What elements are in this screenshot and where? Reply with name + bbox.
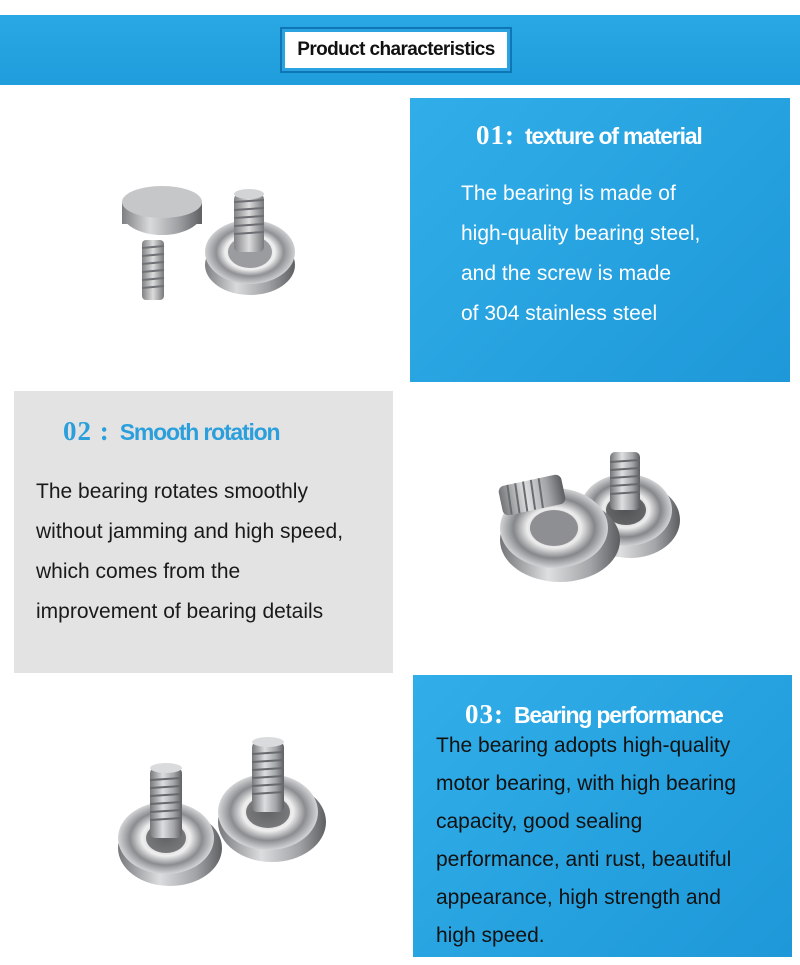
description-line: of 304 stainless steel xyxy=(461,302,658,325)
section-3-number: 03: xyxy=(465,699,504,729)
bearing-photo-2 xyxy=(480,440,700,590)
description-line: appearance, high strength and xyxy=(436,886,721,909)
page-title: Product characteristics xyxy=(282,29,510,71)
section-3-panel xyxy=(413,675,792,957)
description-line: The bearing adopts high-quality xyxy=(436,734,731,757)
section-1-heading xyxy=(476,120,702,151)
section-2-panel xyxy=(14,391,393,673)
section-2-number: 02 : xyxy=(63,416,110,446)
section-2-heading xyxy=(63,416,279,447)
description-line: high-quality bearing steel, xyxy=(461,222,701,245)
section-2-description xyxy=(36,472,343,632)
description-line: high speed. xyxy=(436,924,545,947)
section-1-description xyxy=(461,174,700,334)
section-1-title: texture of material xyxy=(525,123,702,149)
bearing-photo-1 xyxy=(100,180,320,310)
description-line: which comes from the xyxy=(36,560,241,583)
section-3-heading xyxy=(465,699,723,730)
section-2-title: Smooth rotation xyxy=(119,419,280,445)
section-3-title: Bearing performance xyxy=(514,702,723,728)
description-line: and the screw is made xyxy=(461,262,672,285)
description-line: without jamming and high speed, xyxy=(36,520,344,543)
description-line: improvement of bearing details xyxy=(36,600,324,623)
description-line: capacity, good sealing xyxy=(436,810,643,833)
bearing-photo-3 xyxy=(100,730,340,900)
section-1-number: 01: xyxy=(476,120,515,150)
description-line: motor bearing, with high bearing xyxy=(436,772,737,795)
description-line: performance, anti rust, beautiful xyxy=(436,848,732,871)
section-1-panel xyxy=(410,98,790,382)
description-line: The bearing is made of xyxy=(461,182,676,205)
section-3-description xyxy=(436,727,736,955)
description-line: The bearing rotates smoothly xyxy=(36,480,308,503)
